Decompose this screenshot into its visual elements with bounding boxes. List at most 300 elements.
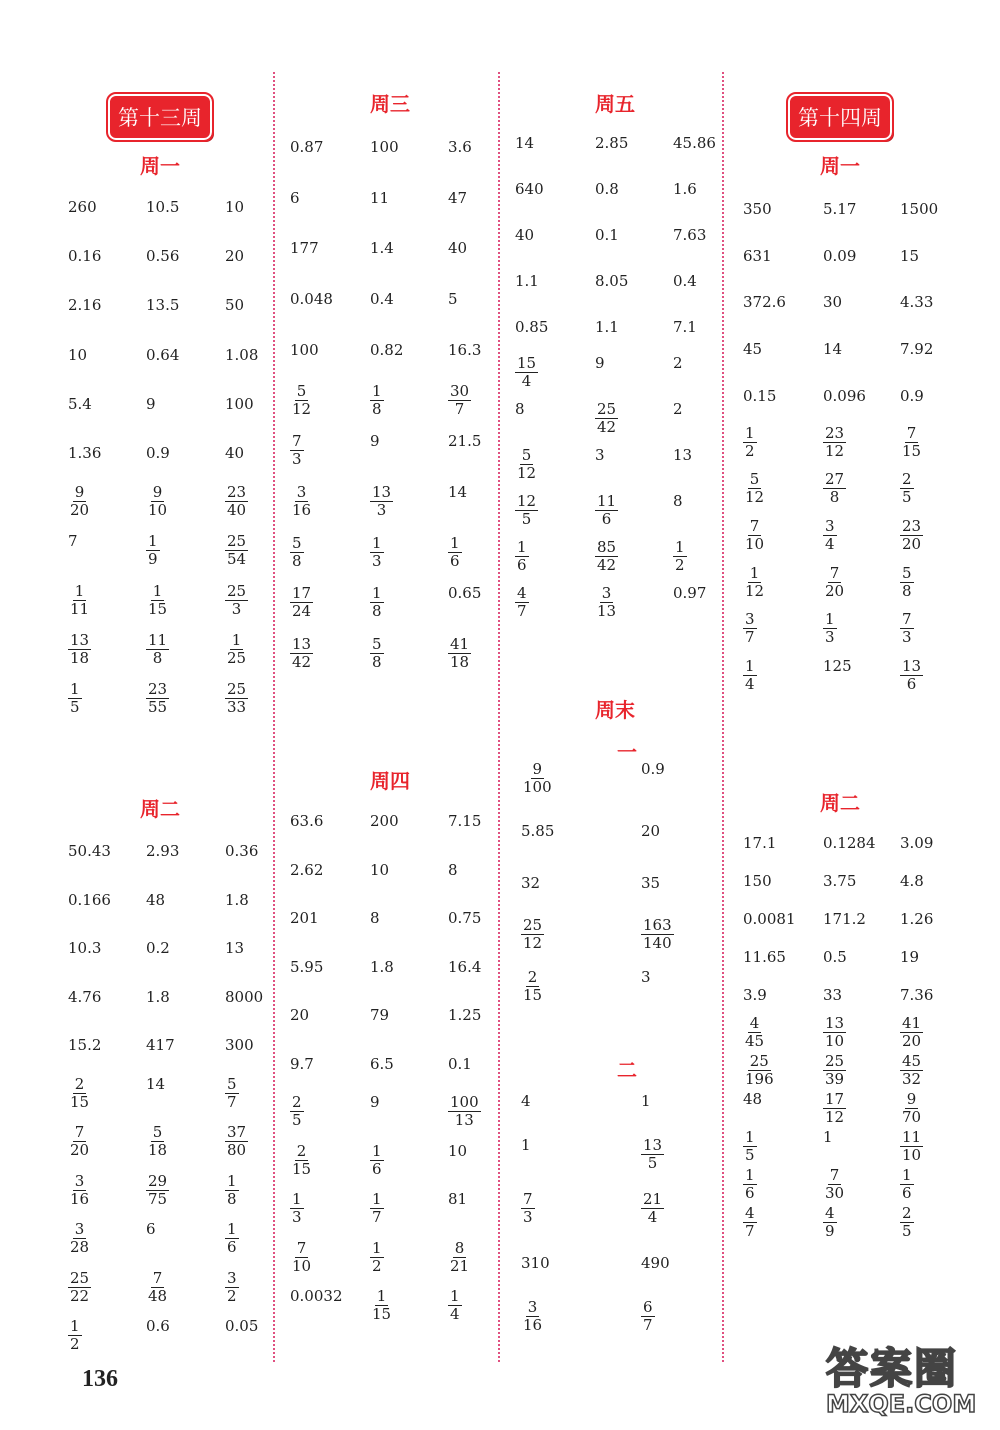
answer-cell <box>641 1254 670 1272</box>
answer-cell <box>900 200 938 218</box>
fraction-value <box>900 1091 923 1126</box>
answer-cell <box>595 446 605 464</box>
fraction-numerator: 5 <box>152 1123 163 1141</box>
fraction-denominator: 4 <box>521 372 532 390</box>
answer-cell <box>641 874 660 892</box>
answer-value: 4 <box>521 1092 531 1110</box>
fraction-value <box>225 1076 239 1111</box>
fraction-value <box>823 1091 846 1126</box>
fraction-value <box>823 565 846 600</box>
answer-value: 177 <box>290 239 319 258</box>
answer-cell <box>448 483 467 501</box>
fraction-value <box>225 484 248 519</box>
answer-cell <box>225 1172 239 1208</box>
fraction-value <box>146 1270 169 1305</box>
answer-cell <box>823 1014 846 1050</box>
answer-cell <box>146 631 169 667</box>
answer-cell <box>900 564 914 600</box>
answer-cell <box>673 318 697 336</box>
answer-value: 10 <box>448 1141 468 1160</box>
fraction-value <box>146 533 160 568</box>
fraction-numerator: 1 <box>745 1166 755 1184</box>
fraction-value <box>68 1221 91 1256</box>
fraction-value <box>225 533 248 568</box>
answer-value: 7.63 <box>673 226 707 244</box>
fraction-value <box>68 1318 82 1353</box>
fraction-denominator: 6 <box>227 1238 237 1256</box>
fraction-denominator: 6 <box>906 675 917 693</box>
answer-cell <box>823 564 846 600</box>
answer-value: 310 <box>521 1254 550 1272</box>
fraction-numerator: 2 <box>902 470 912 489</box>
fraction-denominator: 10 <box>745 534 765 553</box>
answer-value: 372.6 <box>743 293 786 312</box>
answer-value: 5 <box>448 290 458 309</box>
answer-cell <box>448 635 471 671</box>
fraction-numerator: 1 <box>372 381 382 400</box>
answer-cell <box>68 842 111 860</box>
answer-value: 14 <box>146 1074 166 1093</box>
fraction-denominator: 15 <box>148 599 168 618</box>
fraction-denominator: 54 <box>227 550 247 569</box>
answer-value: 3.9 <box>743 986 767 1004</box>
answer-cell <box>146 1075 165 1093</box>
fraction-value <box>743 471 766 506</box>
answer-value: 0.166 <box>68 890 111 909</box>
answer-cell <box>595 272 628 290</box>
answer-cell <box>290 1006 309 1024</box>
answer-cell <box>743 910 796 928</box>
answer-cell <box>521 1136 531 1154</box>
answer-cell <box>68 198 97 216</box>
answer-cell <box>146 346 179 364</box>
answer-cell <box>225 1036 254 1054</box>
fraction-value <box>743 1129 757 1164</box>
column-week13-mon-tue <box>50 0 270 1430</box>
answer-value: 2 <box>673 354 683 372</box>
answer-value: 417 <box>146 1036 175 1054</box>
fraction-numerator: 6 <box>643 1298 653 1316</box>
column-divider <box>498 72 500 1362</box>
answer-cell <box>370 1142 384 1178</box>
answer-value: 1.6 <box>673 180 697 198</box>
fraction-numerator: 7 <box>296 1238 307 1257</box>
answer-value: 21.5 <box>448 432 482 451</box>
fraction-numerator: 85 <box>597 538 617 556</box>
fraction-value <box>641 1137 664 1172</box>
fraction-denominator: 2 <box>675 556 685 574</box>
answer-cell <box>448 534 462 570</box>
answer-value: 20 <box>290 1006 310 1024</box>
answer-cell <box>370 432 380 450</box>
answer-cell <box>290 290 333 308</box>
fraction-numerator: 45 <box>902 1052 922 1070</box>
answer-cell <box>521 760 554 796</box>
answer-cell <box>823 1090 846 1126</box>
answer-cell <box>641 968 651 986</box>
answer-cell <box>448 861 458 879</box>
answer-cell <box>743 340 762 358</box>
fraction-numerator: 9 <box>74 483 85 502</box>
answer-cell <box>515 318 548 336</box>
fraction-denominator: 21 <box>450 1256 470 1275</box>
answer-cell <box>641 916 674 952</box>
fraction-value <box>743 1167 757 1202</box>
answer-value: 5.85 <box>521 822 555 840</box>
fraction-numerator: 23 <box>227 483 247 502</box>
answer-value: 1.8 <box>370 957 394 976</box>
answer-cell <box>515 134 534 152</box>
answer-cell <box>900 1128 923 1164</box>
answer-cell <box>146 296 179 314</box>
fraction-denominator: 15 <box>523 986 543 1004</box>
fraction-denominator: 18 <box>450 653 470 671</box>
fraction-numerator: 1 <box>372 1190 382 1208</box>
answer-value: 6 <box>146 1220 156 1238</box>
answer-cell <box>68 444 101 462</box>
answer-value: 0.1 <box>448 1054 472 1073</box>
answer-cell <box>823 872 856 890</box>
fraction-numerator: 17 <box>292 584 312 603</box>
fraction-value <box>823 611 837 646</box>
fraction-value <box>743 565 766 600</box>
answer-value: 35 <box>641 874 661 892</box>
answer-value: 3.6 <box>448 138 472 156</box>
answer-value: 0.048 <box>290 290 333 309</box>
answer-value: 0.2 <box>146 939 170 957</box>
answer-value: 4.76 <box>68 987 102 1006</box>
answer-cell <box>146 891 165 909</box>
answer-cell <box>448 290 458 308</box>
fraction-numerator: 2 <box>292 1093 302 1111</box>
fraction-value <box>146 1124 169 1159</box>
fraction-denominator: 30 <box>825 1184 845 1202</box>
fraction-denominator: 5 <box>292 1111 302 1129</box>
fraction-value <box>146 1173 169 1208</box>
answer-cell <box>515 226 534 244</box>
answer-cell <box>290 1287 343 1305</box>
fraction-value <box>743 1205 757 1240</box>
answer-cell <box>521 968 544 1004</box>
answer-cell <box>448 341 481 359</box>
fraction-value <box>146 632 169 667</box>
answer-cell <box>673 538 687 574</box>
fraction-denominator: 9 <box>148 550 158 569</box>
answer-cell <box>595 538 618 574</box>
fraction-value <box>900 1129 923 1164</box>
answer-cell <box>900 910 933 928</box>
answer-cell <box>290 341 319 359</box>
answer-cell <box>448 958 481 976</box>
fraction-numerator: 13 <box>372 482 392 501</box>
fraction-value <box>823 425 846 460</box>
answer-cell <box>225 891 249 909</box>
fraction-value <box>68 1173 91 1208</box>
fraction-value <box>448 535 462 570</box>
fraction-numerator: 5 <box>227 1074 237 1093</box>
answer-cell <box>68 395 92 413</box>
answer-cell <box>641 1190 664 1226</box>
fraction-value <box>290 636 313 671</box>
fraction-numerator: 21 <box>643 1190 663 1208</box>
fraction-value <box>290 1143 313 1178</box>
fraction-numerator: 1 <box>70 680 80 698</box>
answer-value: 8000 <box>225 987 264 1006</box>
answer-cell <box>743 200 772 218</box>
answer-value: 5.17 <box>823 200 857 218</box>
fraction-value <box>595 585 618 620</box>
answer-cell <box>290 584 313 620</box>
answer-value: 45.86 <box>673 134 716 152</box>
answer-cell <box>225 1075 239 1111</box>
fraction-denominator: 140 <box>643 934 672 952</box>
fraction-value <box>900 658 923 693</box>
fraction-value <box>68 632 91 667</box>
answer-value: 14 <box>823 340 843 359</box>
fraction-value <box>900 518 923 553</box>
answer-cell <box>370 1093 380 1111</box>
fraction-value <box>448 1240 471 1275</box>
answer-value: 300 <box>225 1036 254 1054</box>
fraction-denominator: 39 <box>825 1070 845 1088</box>
answer-cell <box>146 247 179 265</box>
answer-cell <box>515 584 529 620</box>
fraction-denominator: 3 <box>902 628 912 647</box>
fraction-numerator: 1 <box>70 1317 80 1335</box>
fraction-denominator: 10 <box>902 1146 922 1164</box>
fraction-value <box>448 1288 462 1323</box>
answer-cell <box>900 986 933 1004</box>
answer-cell <box>515 492 538 528</box>
answer-value: 0.1284 <box>823 834 876 852</box>
answer-cell <box>595 226 619 244</box>
answer-cell <box>743 986 767 1004</box>
fraction-denominator: 18 <box>148 1141 168 1159</box>
answer-cell <box>521 1254 550 1272</box>
answer-cell <box>448 382 471 418</box>
answer-cell <box>900 470 914 506</box>
answer-cell <box>900 1204 914 1240</box>
fraction-numerator: 1 <box>372 1141 382 1160</box>
fraction-value <box>146 583 169 618</box>
answer-cell <box>68 296 101 314</box>
answer-value: 16.4 <box>448 957 482 976</box>
answer-cell <box>823 1166 846 1202</box>
answer-value: 150 <box>743 872 772 890</box>
fraction-value <box>448 383 471 418</box>
answer-cell <box>146 395 156 413</box>
answer-cell <box>225 842 258 860</box>
fraction-value <box>225 632 248 667</box>
fraction-denominator: 3 <box>825 628 835 647</box>
page-number: 136 <box>82 1366 118 1392</box>
fraction-numerator: 1 <box>227 1171 237 1190</box>
answer-cell <box>370 861 389 879</box>
answer-cell <box>68 631 91 667</box>
fraction-denominator: 12 <box>523 934 543 952</box>
fraction-value <box>823 518 837 553</box>
answer-value: 16.3 <box>448 340 482 359</box>
answer-value: 30 <box>823 293 843 312</box>
fraction-value <box>673 539 687 574</box>
answer-value: 11 <box>370 188 390 207</box>
answer-value: 9 <box>146 394 156 413</box>
fraction-value <box>370 1143 384 1178</box>
fraction-numerator: 29 <box>148 1171 168 1190</box>
fraction-value <box>370 383 384 418</box>
answer-value: 1.1 <box>595 318 619 336</box>
fraction-numerator: 7 <box>906 423 917 442</box>
fraction-numerator: 7 <box>749 516 760 535</box>
day-title: 周二 <box>820 791 860 815</box>
fraction-value <box>641 917 674 952</box>
answer-value: 15.2 <box>68 1036 102 1054</box>
fraction-denominator: 16 <box>292 500 312 519</box>
fraction-numerator: 2 <box>902 1204 912 1222</box>
fraction-value <box>823 471 846 506</box>
fraction-numerator: 4 <box>825 1204 835 1222</box>
answer-value: 1.1 <box>515 272 539 290</box>
fraction-numerator: 3 <box>296 482 307 501</box>
answer-cell <box>823 340 842 358</box>
answer-cell <box>146 680 169 716</box>
fraction-numerator: 25 <box>70 1268 90 1287</box>
fraction-denominator: 48 <box>148 1286 168 1305</box>
answer-value: 0.5 <box>823 948 847 966</box>
answer-value: 0.6 <box>146 1317 170 1335</box>
answer-cell <box>290 635 313 671</box>
answer-value: 2.62 <box>290 860 324 879</box>
answer-cell <box>225 483 248 519</box>
fraction-numerator: 1 <box>749 563 760 582</box>
fraction-numerator: 1 <box>376 1287 387 1305</box>
fraction-value <box>146 681 169 716</box>
answer-cell <box>146 1036 175 1054</box>
column-divider <box>273 72 275 1362</box>
fraction-value <box>225 681 248 716</box>
answer-value: 0.82 <box>370 340 404 359</box>
fraction-denominator: 13 <box>597 602 617 620</box>
day-title: 周二 <box>140 797 180 821</box>
fraction-denominator: 2 <box>70 1335 80 1353</box>
answer-cell <box>823 610 837 646</box>
answer-cell <box>290 958 323 976</box>
answer-cell <box>448 812 481 830</box>
answer-value: 0.4 <box>673 272 697 290</box>
fraction-value <box>225 1173 239 1208</box>
answer-cell <box>370 189 389 207</box>
fraction-numerator: 25 <box>825 1052 845 1070</box>
answer-cell <box>595 584 618 620</box>
answer-value: 350 <box>743 200 772 218</box>
fraction-denominator: 5 <box>521 510 532 528</box>
answer-cell <box>370 1190 384 1226</box>
answer-value: 0.0081 <box>743 910 796 928</box>
answer-cell <box>146 1172 169 1208</box>
fraction-numerator: 1 <box>450 533 460 552</box>
fraction-numerator: 13 <box>292 635 312 653</box>
answer-value: 6 <box>290 188 300 207</box>
answer-cell <box>743 1166 757 1202</box>
answer-cell <box>448 432 481 450</box>
answer-cell <box>225 1317 258 1335</box>
fraction-value <box>290 1240 313 1275</box>
answer-value: 7.36 <box>900 986 934 1004</box>
answer-cell <box>641 1298 655 1334</box>
answer-value: 125 <box>823 657 852 675</box>
answer-cell <box>823 834 876 852</box>
answer-cell <box>448 1239 471 1275</box>
fraction-numerator: 12 <box>517 492 537 510</box>
fraction-value <box>290 1191 304 1226</box>
fraction-value <box>225 1124 248 1159</box>
fraction-denominator: 5 <box>902 488 912 507</box>
fraction-denominator: 25 <box>227 648 247 667</box>
fraction-numerator: 13 <box>902 657 922 675</box>
answer-cell <box>743 517 766 553</box>
answer-value: 0.9 <box>146 444 170 462</box>
fraction-value <box>521 761 554 796</box>
day-title: 周一 <box>820 154 860 178</box>
answer-value: 9 <box>370 432 380 451</box>
answer-cell <box>448 189 467 207</box>
answer-value: 19 <box>900 948 920 966</box>
fraction-value <box>743 518 766 553</box>
answer-cell <box>370 1006 389 1024</box>
answer-cell <box>68 1269 91 1305</box>
answer-cell <box>225 1269 239 1305</box>
answer-cell <box>290 1055 314 1073</box>
fraction-denominator: 8 <box>292 551 302 570</box>
fraction-denominator: 7 <box>517 602 527 620</box>
answer-cell <box>146 532 160 568</box>
fraction-numerator: 9 <box>152 483 163 502</box>
answer-cell <box>225 247 244 265</box>
fraction-denominator: 18 <box>70 648 90 667</box>
answer-value: 1.26 <box>900 910 934 928</box>
fraction-numerator: 1 <box>745 1128 755 1146</box>
fraction-numerator: 1 <box>74 581 85 600</box>
fraction-denominator: 6 <box>745 1184 755 1202</box>
answer-cell <box>595 492 618 528</box>
answer-value: 1.8 <box>225 890 249 909</box>
answer-value: 47 <box>448 188 468 207</box>
fraction-value <box>515 447 538 482</box>
answer-cell <box>743 1204 757 1240</box>
answer-value: 33 <box>823 986 843 1004</box>
answer-value: 14 <box>515 134 535 152</box>
answer-cell <box>370 382 384 418</box>
answer-cell <box>673 354 683 372</box>
answer-cell <box>743 1090 762 1108</box>
fraction-denominator: 20 <box>70 1141 90 1159</box>
fraction-value <box>448 1094 481 1129</box>
answer-cell <box>290 909 319 927</box>
answer-value: 3.75 <box>823 872 857 890</box>
fraction-value <box>370 585 384 620</box>
fraction-numerator: 11 <box>148 630 168 649</box>
weekend-title: 周末 <box>595 698 635 722</box>
answer-value: 4.33 <box>900 293 934 312</box>
answer-cell <box>743 610 757 646</box>
answer-cell <box>146 939 170 957</box>
fraction-numerator: 5 <box>296 381 307 400</box>
answer-cell <box>515 538 529 574</box>
answer-value: 0.64 <box>146 345 180 364</box>
answer-value: 100 <box>290 340 319 359</box>
answer-cell <box>146 1317 170 1335</box>
answer-cell <box>900 1014 923 1050</box>
